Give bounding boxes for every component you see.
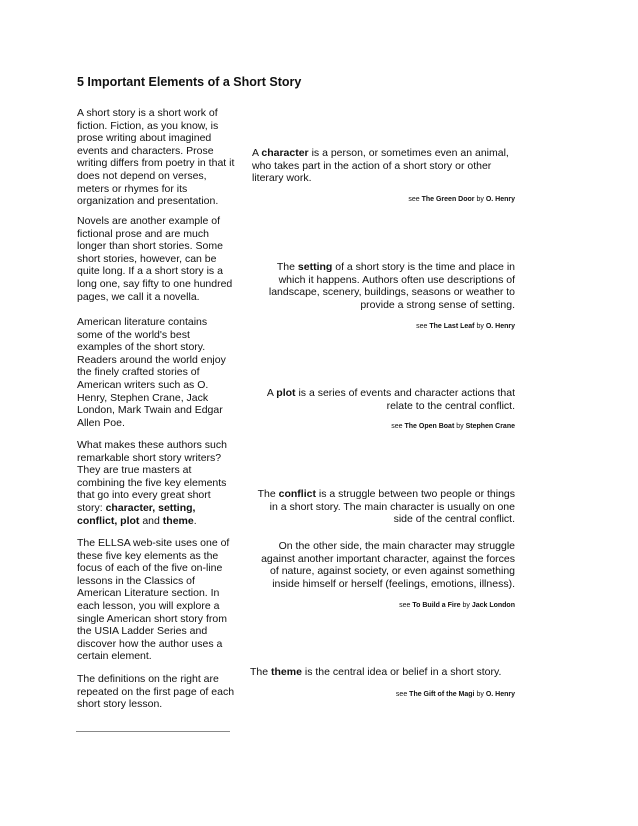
plot-post: is a series of events and character actions that relate to the central conflict.: [298, 387, 515, 412]
period: .: [193, 514, 197, 527]
plot-term: plot: [276, 387, 296, 399]
ref-title: To Build a Fire: [412, 602, 461, 609]
theme-post: is the central idea or belief in a short story.: [304, 666, 502, 678]
ref-author: O. Henry: [485, 196, 515, 203]
character-pre: A: [252, 147, 259, 159]
ellsa-paragraph: The ELLSA web-site uses one of these five key elements as the focus of each of the five on-line lessons in the Classics of American Literature section. In each lesson, you will explore a single American short story from the USIA Ladder Series and discover how the author uses a certain element.: [77, 537, 230, 663]
plot-pre: A: [266, 387, 274, 399]
ref-author: O. Henry: [485, 323, 515, 330]
conflict-pre: The: [257, 488, 276, 500]
setting-reference: [252, 322, 515, 331]
ref-by: by: [476, 323, 484, 330]
theme-definition: [250, 666, 515, 679]
american-literature-paragraph: American literature contains some of the world's best examples of the short story. Readers around the world enjoy the finely crafted stories of American writers such as O. Henry, Stephen Crane, Jack London, Mark Twain and Edgar Allen Poe.: [77, 316, 226, 429]
novella-paragraph: Novels are another example of fictional prose and are much longer than short stories. Some short stories, however, can be quite long. If a a short story is a long one, say fifty to one hundred pages, we call it a novella.: [77, 215, 233, 303]
ref-see: see: [399, 602, 411, 609]
theme-term: theme: [271, 666, 302, 678]
ref-by: by: [476, 691, 484, 698]
ref-by: by: [456, 423, 464, 430]
conflict-other-side: On the other side, the main character may struggle against another important character, against the forces of nature, against society, or even against something inside himself or herself (feelings, emotions, illness).: [261, 540, 515, 590]
intro-paragraph: A short story is a short work of fiction. Fiction, as you know, is prose writing about imagined events and characters. Prose writing differs from poetry in that it does not depend on verses, meters or rhymes for its organization and presentation.: [77, 107, 235, 208]
ref-title: The Green Door: [421, 196, 475, 203]
page-title: 5 Important Elements of a Short Story: [77, 75, 302, 89]
setting-term: setting: [297, 261, 333, 273]
ref-see: see: [391, 423, 403, 430]
theme-reference: [252, 690, 515, 699]
conflict-reference: [252, 601, 515, 610]
theme-word: theme: [162, 514, 194, 527]
ref-see: see: [416, 323, 428, 330]
ref-by: by: [476, 196, 484, 203]
conflict-post: is a struggle between two people or things in a short story. The main character is usually on one side of the central conflict.: [269, 488, 515, 526]
plot-definition: [258, 387, 515, 412]
conflict-definition: [252, 488, 515, 526]
ref-see: see: [395, 691, 408, 698]
ref-author: Stephen Crane: [465, 423, 515, 430]
character-definition: [252, 147, 517, 185]
ref-author: Jack London: [471, 602, 515, 609]
ref-author: O. Henry: [485, 691, 515, 698]
elements-list: character, setting, conflict, plot: [77, 501, 196, 527]
and-text: and: [142, 514, 160, 527]
ref-title: The Open Boat: [404, 423, 455, 430]
theme-pre: The: [250, 666, 269, 678]
setting-pre: The: [276, 261, 295, 273]
conflict-term: conflict: [278, 488, 316, 500]
setting-definition: [258, 261, 515, 311]
footnote-rule: [76, 731, 230, 732]
ref-title: The Gift of the Magi: [409, 691, 475, 698]
setting-post: of a short story is the time and place in which it happens. Authors often use descriptions of landscape, scenery, buildings, seasons or weather to provide a strong sense of setting.: [268, 261, 515, 311]
ref-title: The Last Leaf: [429, 323, 475, 330]
character-post: is a person, or sometimes even an animal, who takes part in the action of a short story or other literary work.: [252, 147, 509, 185]
definitions-note-paragraph: The definitions on the right are repeated on the first page of each short story lesson.: [77, 673, 235, 711]
five-elements-text: What makes these authors such remarkable short story writers? They are true masters at combining the five key elements that go into every great short story:: [77, 439, 227, 514]
ref-by: by: [462, 602, 470, 609]
five-elements-paragraph: [77, 439, 235, 527]
character-term: character: [261, 147, 309, 159]
plot-reference: [252, 422, 515, 431]
character-reference: [252, 195, 515, 204]
ref-see: see: [408, 196, 420, 203]
